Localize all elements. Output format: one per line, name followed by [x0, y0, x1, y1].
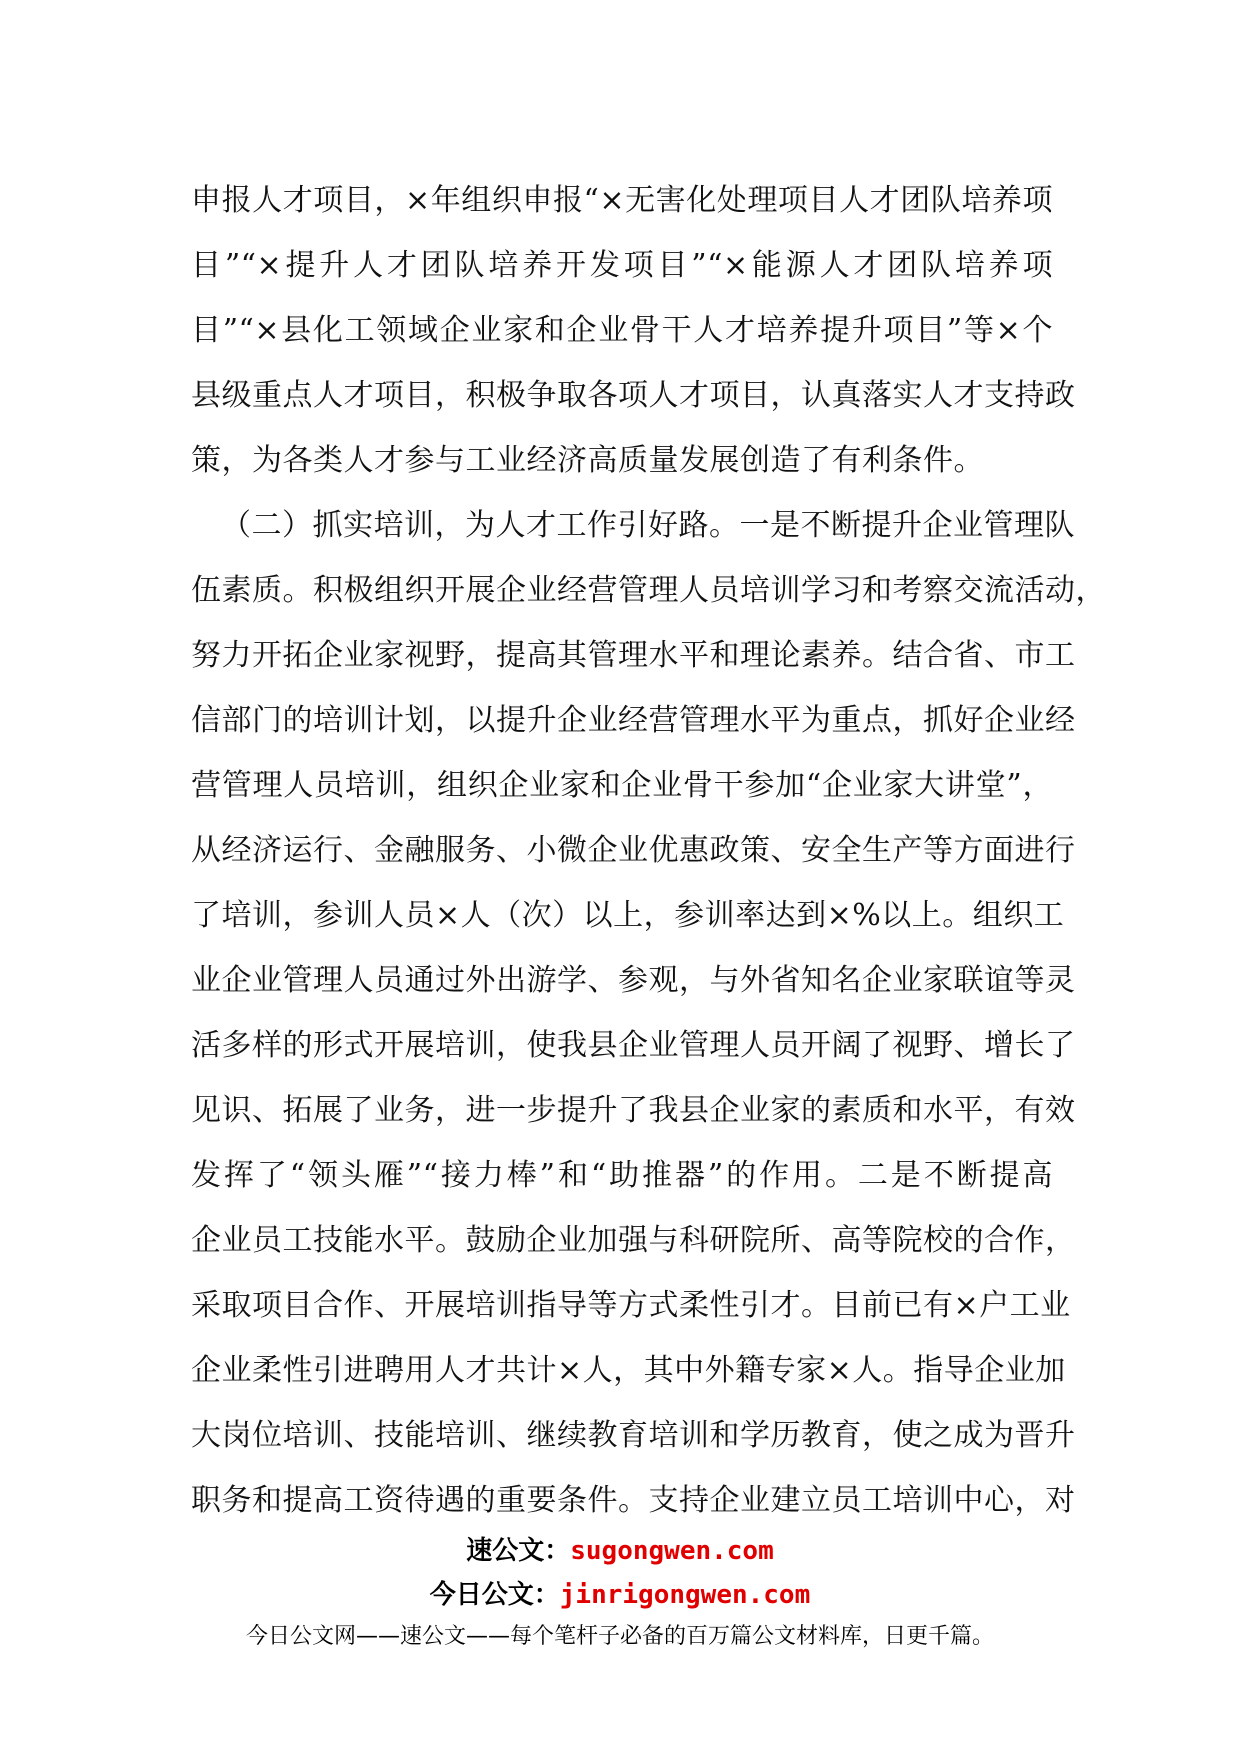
- footer-sugongwen: [0, 1530, 1240, 1567]
- text-line: 大岗位培训、技能培训、继续教育培训和学历教育，使之成为晋升: [191, 1418, 1076, 1453]
- footer-jinrigongwen: [0, 1574, 1240, 1611]
- document-body: [191, 168, 1106, 1533]
- text-line: 业企业管理人员通过外出游学、参观，与外省知名企业家联谊等灵: [191, 963, 1076, 998]
- text-line: 伍素质。积极组织开展企业经营管理人员培训学习和考察交流活动，: [191, 573, 1106, 608]
- text-line: 发挥了“领头雁”“接力棒”和“助推器”的作用。二是不断提高: [191, 1158, 1053, 1193]
- text-line: 了培训，参训人员×人（次）以上，参训率达到×%以上。组织工: [191, 898, 1065, 933]
- footer-slogan: 今日公文网——速公文——每个笔杆子必备的百万篇公文材料库，日更千篇。: [245, 1624, 994, 1649]
- footer-link[interactable]: sugongwen.com: [570, 1536, 774, 1566]
- text-line: 信部门的培训计划，以提升企业经营管理水平为重点，抓好企业经: [191, 703, 1076, 738]
- text-line: 营管理人员培训，组织企业家和企业骨干参加“企业家大讲堂”，: [191, 768, 1053, 803]
- text-line: 职务和提高工资待遇的重要条件。支持企业建立员工培训中心，对: [191, 1483, 1076, 1518]
- footer-label: 速公文：: [466, 1536, 571, 1566]
- footer-link[interactable]: jinrigongwen.com: [559, 1580, 811, 1610]
- text-line: 策，为各类人才参与工业经济高质量发展创造了有利条件。: [191, 443, 984, 478]
- text-line: 目”“×县化工领域企业家和企业骨干人才培养提升项目”等×个: [191, 313, 1053, 348]
- footer-label: 今日公文：: [429, 1580, 560, 1610]
- text-line: 企业员工技能水平。鼓励企业加强与科研院所、高等院校的合作，: [191, 1223, 1076, 1258]
- text-line: 县级重点人才项目，积极争取各项人才项目，认真落实人才支持政: [191, 378, 1076, 413]
- text-line-indented: （二）抓实培训，为人才工作引好路。一是不断提升企业管理队: [221, 508, 1075, 543]
- text-line: 采取项目合作、开展培训指导等方式柔性引才。目前已有×户工业: [191, 1288, 1071, 1323]
- text-line: 从经济运行、金融服务、小微企业优惠政策、安全生产等方面进行: [191, 833, 1076, 868]
- text-line: 企业柔性引进聘用人才共计×人，其中外籍专家×人。指导企业加: [191, 1353, 1066, 1388]
- text-line: 努力开拓企业家视野，提高其管理水平和理论素养。结合省、市工: [191, 638, 1076, 673]
- text-line: 见识、拓展了业务，进一步提升了我县企业家的素质和水平，有效: [191, 1093, 1076, 1128]
- text-line: 目”“×提升人才团队培养开发项目”“×能源人才团队培养项: [191, 248, 1053, 283]
- text-line: 活多样的形式开展培训，使我县企业管理人员开阔了视野、增长了: [191, 1028, 1076, 1063]
- text-line: 申报人才项目，×年组织申报“×无害化处理项目人才团队培养项: [191, 183, 1053, 218]
